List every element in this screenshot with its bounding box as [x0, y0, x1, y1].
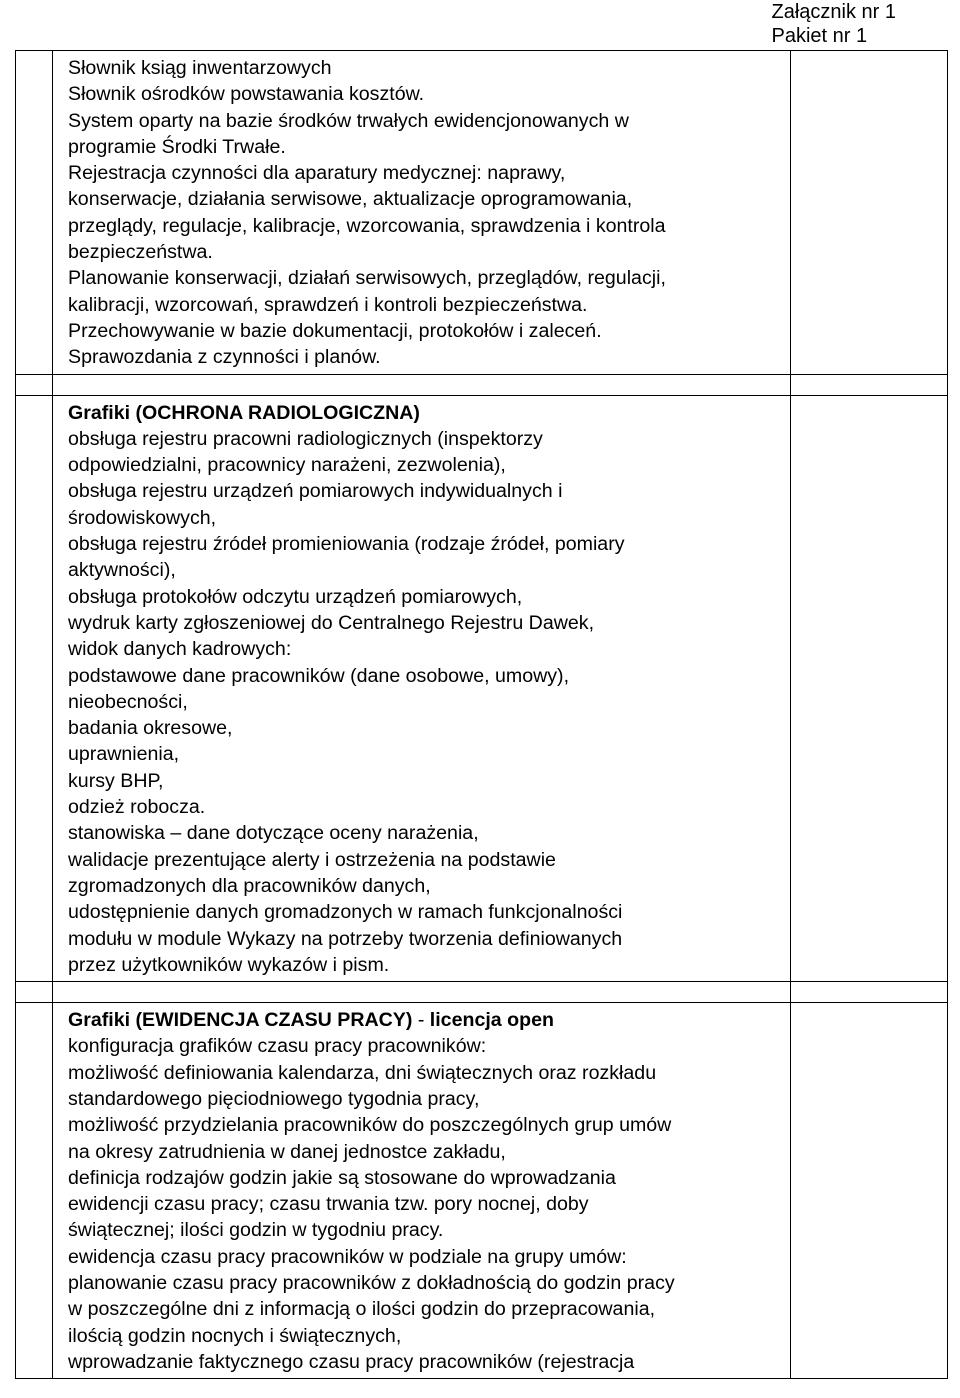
text-line: planowanie czasu pracy pracowników z dokładnością do godzin pracy [68, 1272, 675, 1295]
text-line: stanowiska – dane dotyczące oceny narażenia, [68, 822, 479, 845]
block-worktime [68, 1033, 786, 1375]
specification-table [15, 50, 948, 1379]
text-line: przeglądy, regulacje, kalibracje, wzorcowania, sprawdzenia i kontrola [68, 214, 666, 237]
text-line: standardowego pięciodniowego tygodnia pracy, [68, 1087, 480, 1110]
document-header [772, 0, 897, 48]
block-inventory-equipment [68, 55, 786, 371]
text-line: możliwość przydzielania pracowników do poszczególnych grup umów [68, 1114, 672, 1137]
text-line: Słownik ksiąg inwentarzowych [68, 57, 332, 79]
description-cell [53, 1003, 791, 1379]
text-line: Rejestracja czynności dla aparatury medycznej: naprawy, [68, 162, 566, 185]
text-line: uprawnienia, [68, 743, 180, 766]
text-line: odpowiedzialni, pracownicy narażeni, zezwolenia), [68, 454, 506, 477]
text-line: konserwacje, działania serwisowe, aktualizacje oprogramowania, [68, 188, 633, 211]
table-row [16, 395, 948, 982]
section-title-radiology: Grafiki (OCHRONA RADIOLOGICZNA) [68, 401, 420, 424]
text-line: Słownik ośrodków powstawania kosztów. [68, 83, 425, 106]
text-line: przez użytkowników wykazów i pism. [68, 953, 390, 976]
description-cell [53, 51, 791, 375]
section-title-text: Grafiki (EWIDENCJA CZASU PRACY) [68, 1009, 413, 1032]
text-line: aktywności), [68, 559, 176, 582]
package-label: Pakiet nr 1 [771, 25, 868, 47]
lp-cell [16, 395, 53, 982]
text-line: konfiguracja grafików czasu pracy pracowników: [68, 1035, 487, 1058]
table-row [16, 51, 948, 375]
text-line: Przechowywanie w bazie dokumentacji, protokołów i zaleceń. [68, 319, 602, 342]
text-line: obsługa rejestru pracowni radiologicznych (inspektorzy [68, 427, 543, 450]
text-line: zgromadzonych dla pracowników danych, [68, 874, 431, 897]
text-line: ilością godzin nocnych i świątecznych, [68, 1324, 402, 1347]
value-cell [791, 51, 948, 375]
text-line: wprowadzanie faktycznego czasu pracy pracowników (rejestracja [68, 1350, 635, 1373]
lp-cell [16, 51, 53, 375]
text-line: wydruk karty zgłoszeniowej do Centralnego Rejestru Dawek, [68, 611, 595, 634]
text-line: na okresy zatrudnienia w danej jednostce zakładu, [68, 1140, 506, 1163]
text-line: programie Środki Trwałe. [68, 135, 286, 158]
text-line: nieobecności, [68, 690, 188, 713]
description-cell [53, 395, 791, 982]
text-line: modułu w module Wykazy na potrzeby tworzenia definiowanych [68, 927, 623, 950]
text-line: walidacje prezentujące alerty i ostrzeżenia na podstawie [68, 848, 556, 871]
separator-row [16, 374, 948, 395]
text-line: w poszczególne dni z informacją o ilości godzin do przepracowania, [68, 1298, 656, 1321]
section-title-separator: - [412, 1009, 430, 1032]
text-line: obsługa rejestru źródeł promieniowania (rodzaje źródeł, pomiary [68, 533, 625, 556]
text-line: ewidencja czasu pracy pracowników w podziale na grupy umów: [68, 1245, 627, 1268]
text-line: definicja rodzajów godzin jakie są stosowane do wprowadzania [68, 1166, 616, 1189]
text-line: Planowanie konserwacji, działań serwisowych, przeglądów, regulacji, [68, 267, 666, 290]
table-row [16, 1003, 948, 1379]
text-line: możliwość definiowania kalendarza, dni świątecznych oraz rozkładu [68, 1061, 657, 1084]
value-cell [791, 395, 948, 982]
text-line: świątecznej; ilości godzin w tygodniu pracy. [68, 1219, 444, 1242]
text-line: Sprawozdania z czynności i planów. [68, 346, 381, 369]
section-title-worktime [68, 1007, 786, 1033]
text-line: badania okresowe, [68, 717, 233, 740]
value-cell [791, 1003, 948, 1379]
separator-row [16, 982, 948, 1003]
text-line: podstawowe dane pracowników (dane osobowe, umowy), [68, 664, 570, 687]
text-line: bezpieczeństwa. [68, 241, 213, 264]
block-radiology [68, 426, 786, 978]
text-line: udostępnienie danych gromadzonych w ramach funkcjonalności [68, 901, 623, 924]
lp-cell [16, 1003, 53, 1379]
text-line: kalibracji, wzorcowań, sprawdzeń i kontroli bezpieczeństwa. [68, 293, 588, 316]
text-line: kursy BHP, [68, 769, 164, 792]
text-line: odzież robocza. [68, 796, 206, 819]
license-label: licencja open [429, 1009, 554, 1032]
text-line: obsługa rejestru urządzeń pomiarowych indywidualnych i [68, 480, 563, 503]
text-line: ewidencji czasu pracy; czasu trwania tzw. pory nocnej, doby [68, 1193, 589, 1216]
text-line: środowiskowych, [68, 506, 217, 529]
attachment-label: Załącznik nr 1 [771, 1, 896, 23]
text-line: System oparty na bazie środków trwałych ewidencjonowanych w [68, 109, 629, 132]
text-line: widok danych kadrowych: [68, 638, 292, 661]
text-line: obsługa protokołów odczytu urządzeń pomiarowych, [68, 585, 523, 608]
